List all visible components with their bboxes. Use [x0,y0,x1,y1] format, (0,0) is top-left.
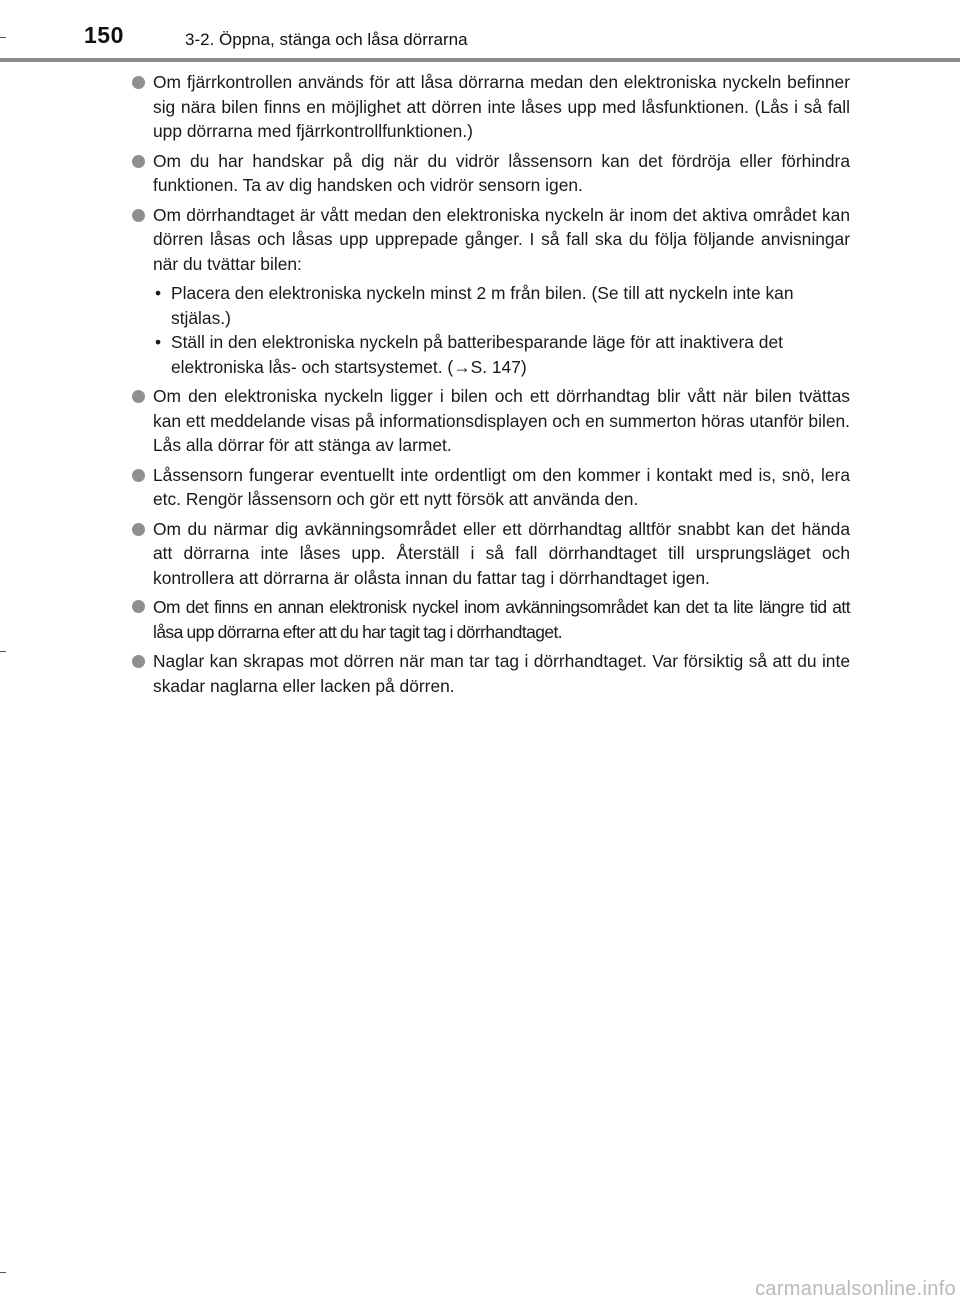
bullet-dot-icon [132,76,145,89]
page-number: 150 [84,22,124,48]
note-item [132,149,850,198]
note-item [132,203,850,380]
note-item [132,649,850,698]
note-text: Om den elektroniska nyckeln ligger i bilen och ett dörrhandtag blir vått när bilen tvättas kan ett meddelande visas på informationsdisplayen och en summerton höras utanför bilen. Lås alla dörrar för att stänga av larmet. [153,386,850,455]
bullet-dot-icon [132,600,145,613]
note-item [132,463,850,512]
header-rule [0,58,960,62]
note-text: Om dörrhandtaget är vått medan den elektroniska nyckeln är inom det aktiva området kan dörren låsas och låsas upp upprepade gånger. I så fall ska du följa följande anvisningar när du tvättar bilen: [153,204,850,274]
watermark-link[interactable]: carmanualsonline.info [755,1278,956,1300]
notes-list [132,70,850,703]
note-item [132,384,850,458]
sub-list-item [153,330,850,379]
sub-list-item [153,281,850,330]
bullet-dot-icon [132,469,145,482]
note-text: Naglar kan skrapas mot dörren när man tar tag i dörrhandtaget. Var försiktig så att du inte skadar naglarna eller lacken på dörren. [153,651,850,696]
note-text: Om det finns en annan elektronisk nyckel inom avkänningsområdet kan det ta lite längre tid att låsa upp dörrarna efter att du har tagit tag i dörrhandtaget. [153,597,850,642]
note-text: Om du har handskar på dig när du vidrör låssensorn kan det fördröja eller förhindra funktionen. Ta av dig handsken och vidrör sensorn igen. [153,150,850,195]
note-item [132,595,850,644]
bullet-dot-icon [132,523,145,536]
page-header [0,0,960,62]
note-item [132,517,850,591]
bullet-dot-icon [132,155,145,168]
sub-item-text: Placera den elektroniska nyckeln minst 2 m från bilen. (Se till att nyckeln inte kan stjälas.) [171,283,794,328]
note-text: Om du närmar dig avkänningsområdet eller ett dörrhandtag alltför snabbt kan det hända att dörrarna inte låses upp. Återställ i så fall dörrhandtaget till ursprungsläget och kontrollera att dörrarna är olåsta innan du fattar tag i dörrhandtaget igen. [153,518,850,588]
note-text: Låssensorn fungerar eventuellt inte ordentligt om den kommer i kontakt med is, snö, lera etc. Rengör låssensorn och gör ett nytt försök att använda den. [153,464,850,509]
sub-list [153,281,850,379]
bullet-dot-icon [132,209,145,222]
sub-item-text: Ställ in den elektroniska nyckeln på batteribesparande läge för att inaktivera det elektroniska lås- och startsystemet. (→S. 147) [171,332,783,377]
section-title: 3-2. Öppna, stänga och låsa dörrarna [185,30,468,49]
sub-bullet: • [155,332,162,352]
sub-bullet: • [155,283,162,303]
crop-mark-bottom [0,1272,6,1273]
bullet-dot-icon [132,390,145,403]
note-item [132,70,850,144]
note-text: Om fjärrkontrollen används för att låsa dörrarna medan den elektroniska nyckeln befinner sig nära bilen finns en möjlighet att dörren inte låses upp med låsfunktionen. (Lås i så fall upp dörrarna med fjärrkontrollfunktionen.) [153,72,850,141]
bullet-dot-icon [132,655,145,668]
crop-mark-middle [0,651,6,652]
